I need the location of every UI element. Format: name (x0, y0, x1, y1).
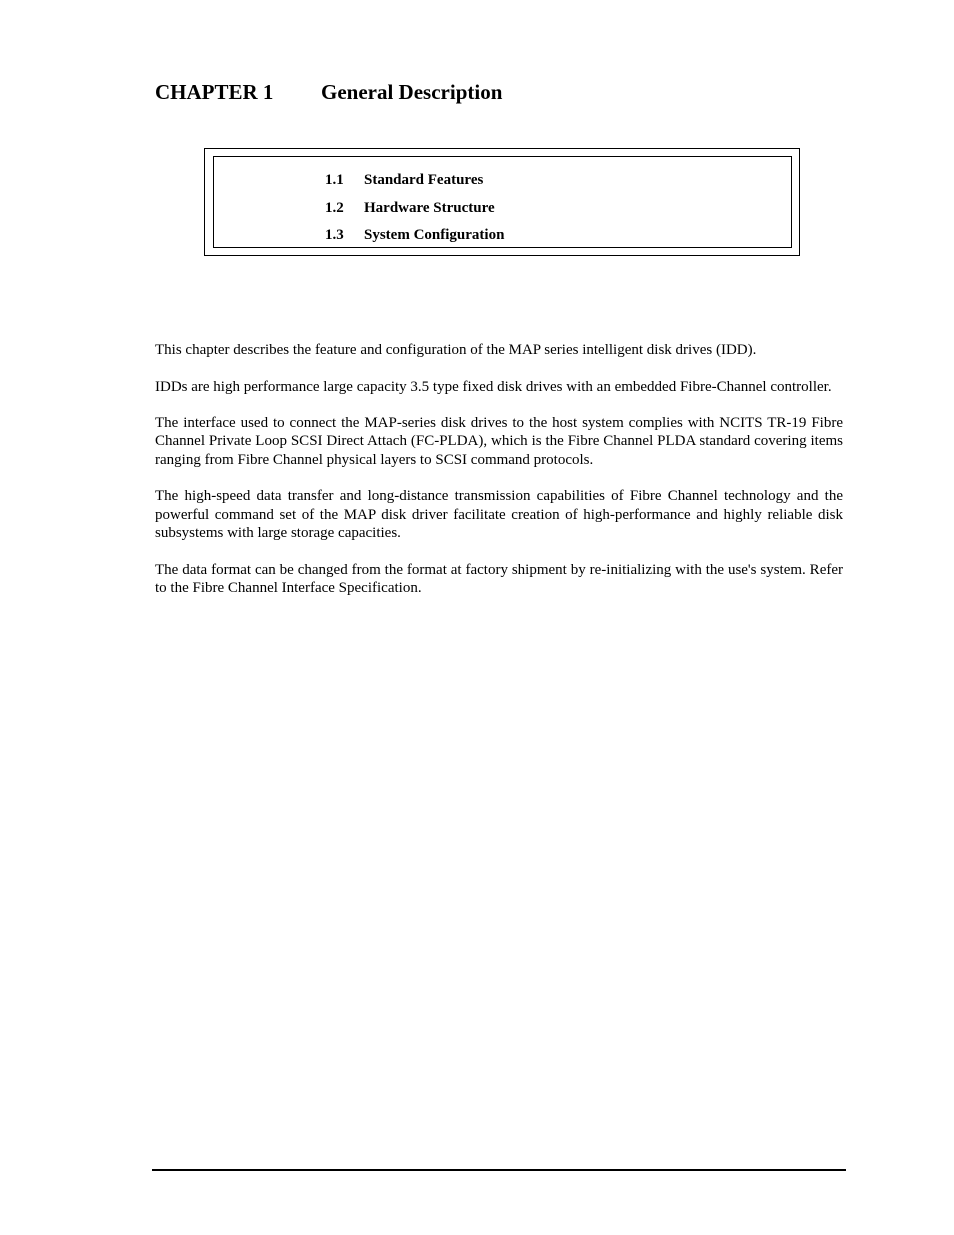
toc-item-number: 1.2 (325, 199, 344, 216)
section-contents-box (204, 148, 800, 256)
toc-item-number: 1.3 (325, 227, 344, 243)
body-paragraph: The high-speed data transfer and long-distance transmission capabilities of Fibre Channel technology and the powerful command set of the MAP disk driver facilitate creation of high-performance and highly reliable disk subsystems with large storage capacities. (155, 488, 843, 541)
toc-item (325, 195, 504, 223)
body-paragraph: The data format can be changed from the format at factory shipment by re-initializing with the use's system. Refer to the Fibre Channel Interface Specification. (155, 561, 843, 596)
toc-item-title: Standard Features (364, 172, 484, 188)
toc-item (325, 167, 504, 195)
toc-item-number: 1.1 (325, 172, 344, 188)
body-paragraph: IDDs are high performance large capacity 3.5 type fixed disk drives with an embedded Fibre-Channel controller. (155, 378, 832, 395)
chapter-heading (155, 79, 502, 105)
toc-item-title: Hardware Structure (364, 199, 495, 216)
chapter-number: CHAPTER 1 (155, 80, 274, 104)
footer-rule (152, 1169, 846, 1171)
section-contents-inner-frame (213, 156, 792, 248)
body-paragraph: This chapter describes the feature and configuration of the MAP series intelligent disk drives (IDD). (155, 342, 757, 358)
chapter-body (155, 341, 843, 615)
section-contents-list (325, 167, 504, 250)
toc-item-title: System Configuration (364, 227, 505, 243)
toc-item (325, 222, 504, 250)
body-paragraph: The interface used to connect the MAP-series disk drives to the host system complies with NCITS TR-19 Fibre Channel Private Loop SCSI Direct Attach (FC-PLDA), which is the Fibre Channel PLDA standard covering items ranging from Fibre Channel physical layers to SCSI command protocols. (155, 415, 843, 468)
chapter-title: General Description (321, 80, 503, 104)
